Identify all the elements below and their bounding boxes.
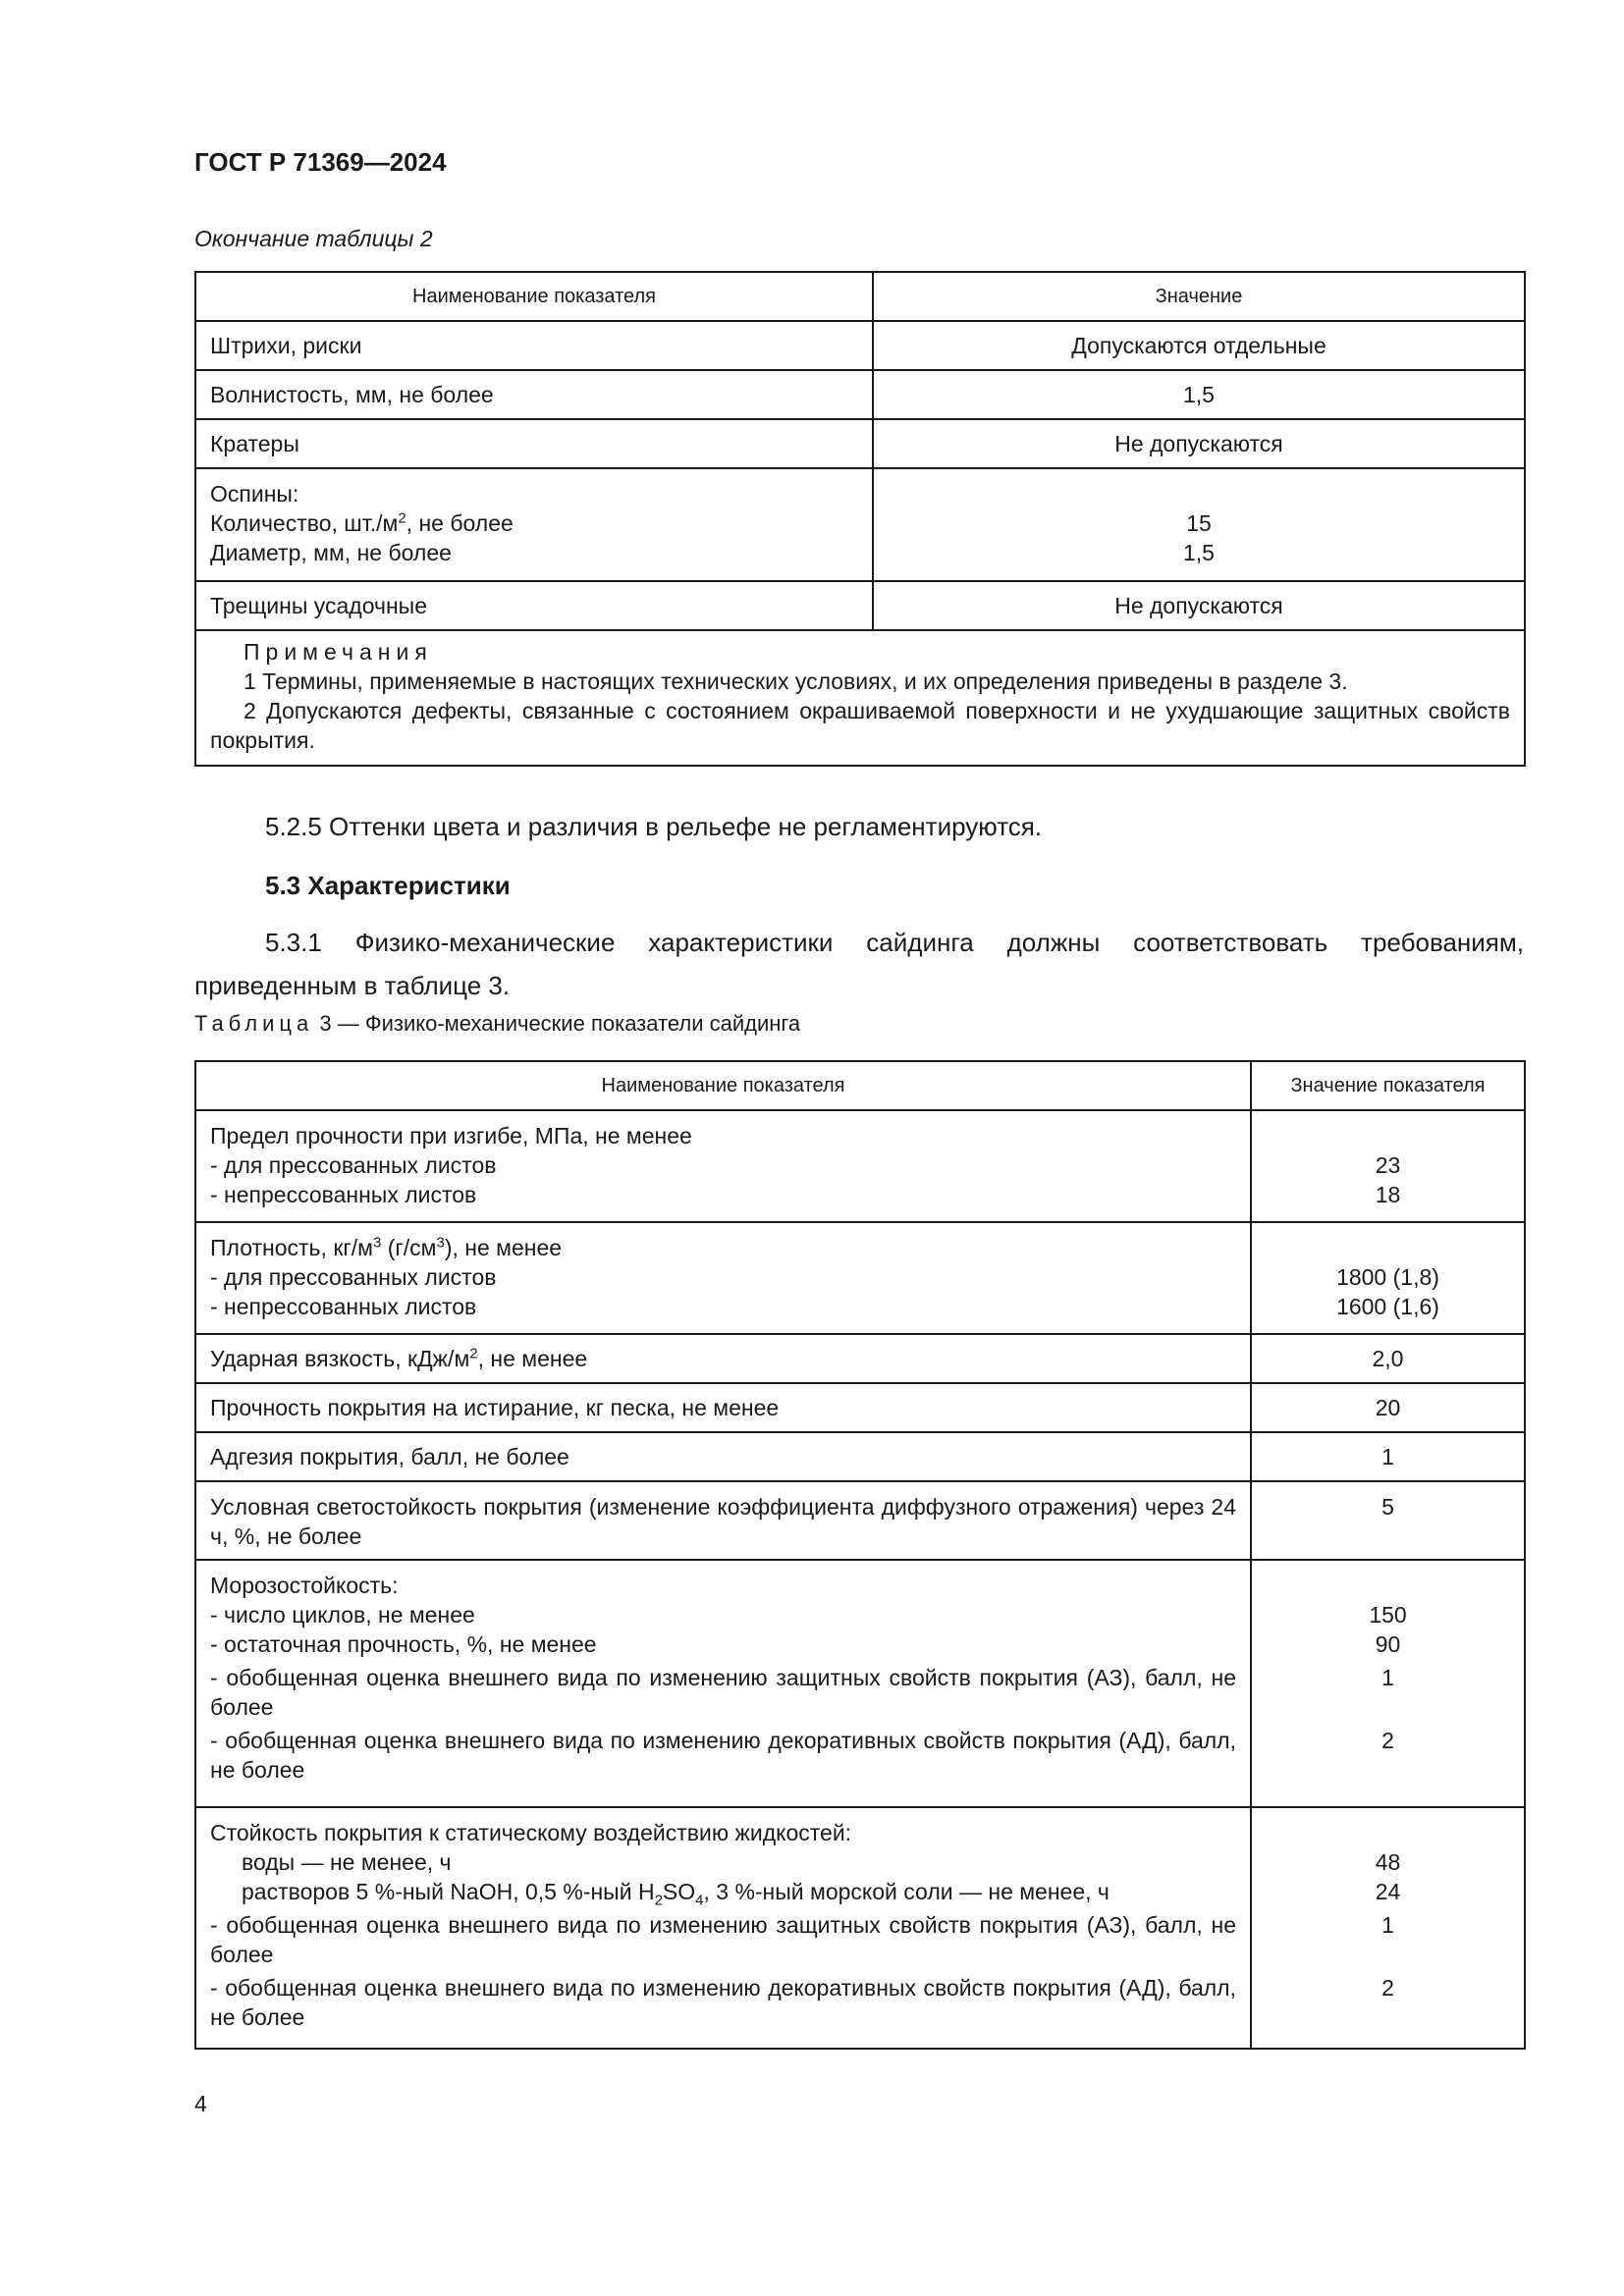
row-subvalue: 2: [1381, 1975, 1394, 2001]
table2-header-value: Значение: [873, 272, 1525, 321]
row-title: Предел прочности при изгибе, МПа, не менее: [210, 1123, 692, 1148]
note-2: 2 Допускаются дефекты, связанные с состоянием окрашиваемой поверхности и не ухудшающие защитных свойств покрытия.: [210, 698, 1510, 753]
table-row: [195, 1807, 1525, 2049]
row-subitem: - непрессованных листов: [210, 1182, 477, 1207]
row-subvalue: 2: [1381, 1728, 1394, 1753]
row-name: Адгезия покрытия, балл, не более: [195, 1432, 1251, 1481]
document-id: ГОСТ Р 71369—2024: [194, 147, 447, 177]
row-subitem: - обобщенная оценка внешнего вида по изменению декоративных свойств покрытия (АД), балл, не более: [210, 1975, 1236, 2030]
row-value: 1: [1251, 1432, 1525, 1481]
paragraph-5-2-5: 5.2.5 Оттенки цвета и различия в рельефе не регламентируются.: [265, 812, 1043, 841]
table3-header-name: Наименование показателя: [195, 1061, 1251, 1110]
table-row: [195, 1560, 1525, 1807]
subscript: 4: [695, 1892, 704, 1909]
table-row: [195, 1432, 1525, 1481]
text-part: ), не менее: [444, 1235, 563, 1260]
row-name: [195, 1560, 1251, 1807]
row-value: [1251, 1560, 1525, 1807]
text-part: Ударная вязкость, кДж/м: [210, 1346, 470, 1371]
row-subitem: - остаточная прочность, %, не менее: [210, 1631, 597, 1657]
table-row: [195, 1334, 1525, 1383]
caption-text: 3 — Физико-механические показатели сайдинга: [319, 1011, 801, 1036]
row-name: [195, 468, 873, 581]
row-subvalue: 23: [1375, 1152, 1401, 1178]
table-3: [194, 1060, 1526, 2050]
section-heading-5-3: 5.3 Характеристики: [265, 871, 511, 900]
row-name: Волнистость, мм, не более: [195, 370, 873, 419]
row-value: Не допускаются: [873, 581, 1525, 630]
row-subvalue: 15: [1186, 510, 1212, 536]
table-2: [194, 271, 1526, 767]
row-subvalue: 150: [1369, 1602, 1407, 1628]
row-subitem: - число циклов, не менее: [210, 1602, 475, 1628]
table3-header-value: Значение показателя: [1251, 1061, 1525, 1110]
row-name: [195, 1334, 1251, 1383]
table-row: [195, 1481, 1525, 1560]
table-row: [195, 468, 1525, 581]
caption-prefix: Таблица: [194, 1011, 314, 1036]
row-subvalue: 1: [1381, 1912, 1394, 1938]
notes-title: Примечания: [244, 639, 433, 665]
table-3-caption: [194, 1011, 800, 1037]
note-1: 1 Термины, применяемые в настоящих технических условиях, и их определения приведены в разделе 3.: [244, 668, 1348, 694]
row-value: [1251, 1110, 1525, 1222]
row-value: 2,0: [1251, 1334, 1525, 1383]
qty-label: Количество, шт./м: [210, 510, 399, 536]
row-subvalue: 1,5: [1183, 540, 1215, 565]
row-subvalue: 90: [1375, 1631, 1401, 1657]
row-subitem: воды — не менее, ч: [242, 1849, 452, 1875]
row-name: Штрихи, риски: [195, 321, 873, 370]
text-part: , не менее: [477, 1346, 588, 1371]
table-row: [195, 419, 1525, 468]
subscript: 2: [654, 1892, 663, 1909]
row-value: 1,5: [873, 370, 1525, 419]
row-subitem: Диаметр, мм, не более: [210, 540, 452, 565]
row-title: Оспины:: [210, 481, 299, 507]
row-value: 5: [1251, 1481, 1525, 1560]
row-subitem: - для прессованных листов: [210, 1264, 497, 1290]
row-subvalue: 1800 (1,8): [1336, 1264, 1439, 1290]
row-name: [195, 1222, 1251, 1334]
text-part: Плотность, кг/м: [210, 1235, 373, 1260]
table-row: [195, 1222, 1525, 1334]
row-subitem: - для прессованных листов: [210, 1152, 497, 1178]
row-value: [873, 468, 1525, 581]
table-row: [195, 321, 1525, 370]
table-continuation-label: Окончание таблицы 2: [194, 226, 433, 251]
text-part: , 3 %-ный морской соли — не менее, ч: [703, 1879, 1110, 1904]
text-part: (г/см: [381, 1235, 437, 1260]
row-value: Не допускаются: [873, 419, 1525, 468]
table-row: [195, 1383, 1525, 1432]
superscript: 3: [372, 1234, 382, 1252]
row-name: Условная светостойкость покрытия (изменение коэффициента диффузного отражения) через 24 ч, %, не более: [195, 1481, 1251, 1560]
row-name: Трещины усадочные: [195, 581, 873, 630]
row-subitem: - обобщенная оценка внешнего вида по изменению защитных свойств покрытия (АЗ), балл, не более: [210, 1665, 1236, 1720]
row-value: 20: [1251, 1383, 1525, 1432]
table2-header-name: Наименование показателя: [195, 272, 873, 321]
table-row: [195, 581, 1525, 630]
row-subvalue: 1: [1381, 1665, 1394, 1690]
row-name: Кратеры: [195, 419, 873, 468]
notes-cell: [195, 630, 1525, 766]
table-row: [195, 370, 1525, 419]
text-part: SO: [662, 1879, 696, 1904]
row-name: [195, 1807, 1251, 2049]
superscript: 2: [398, 509, 406, 527]
row-subitem: [210, 508, 858, 538]
row-name: Прочность покрытия на истирание, кг песка, не менее: [195, 1383, 1251, 1432]
paragraph-5-3-1: 5.3.1 Физико-механические характеристики сайдинга должны соответствовать требованиям, приведенным в таблице 3.: [194, 928, 1524, 1000]
qty-suffix: , не более: [406, 510, 514, 536]
superscript: 2: [469, 1345, 478, 1362]
row-value: [1251, 1807, 1525, 2049]
row-subvalue: 24: [1375, 1879, 1401, 1904]
notes-row: [195, 630, 1525, 766]
row-subitem: - обобщенная оценка внешнего вида по изменению декоративных свойств покрытия (АД), балл, не более: [210, 1728, 1236, 1783]
superscript: 3: [436, 1234, 445, 1252]
page-number: 4: [194, 2091, 207, 2116]
row-title: Стойкость покрытия к статическому воздействию жидкостей:: [210, 1820, 852, 1845]
row-name: [195, 1110, 1251, 1222]
text-part: растворов 5 %-ный NaOH, 0,5 %-ный H: [242, 1879, 655, 1904]
row-subitem: [210, 1877, 1236, 1909]
row-title: Морозостойкость:: [210, 1573, 399, 1598]
row-subitem: - непрессованных листов: [210, 1294, 477, 1319]
table-row: [195, 1110, 1525, 1222]
row-subvalue: 18: [1375, 1182, 1401, 1207]
row-value: [1251, 1222, 1525, 1334]
row-title: [210, 1233, 1236, 1262]
row-subitem: - обобщенная оценка внешнего вида по изменению защитных свойств покрытия (АЗ), балл, не более: [210, 1912, 1236, 1967]
row-subvalue: 1600 (1,6): [1336, 1294, 1439, 1319]
row-subvalue: 48: [1375, 1849, 1401, 1875]
row-value: Допускаются отдельные: [873, 321, 1525, 370]
